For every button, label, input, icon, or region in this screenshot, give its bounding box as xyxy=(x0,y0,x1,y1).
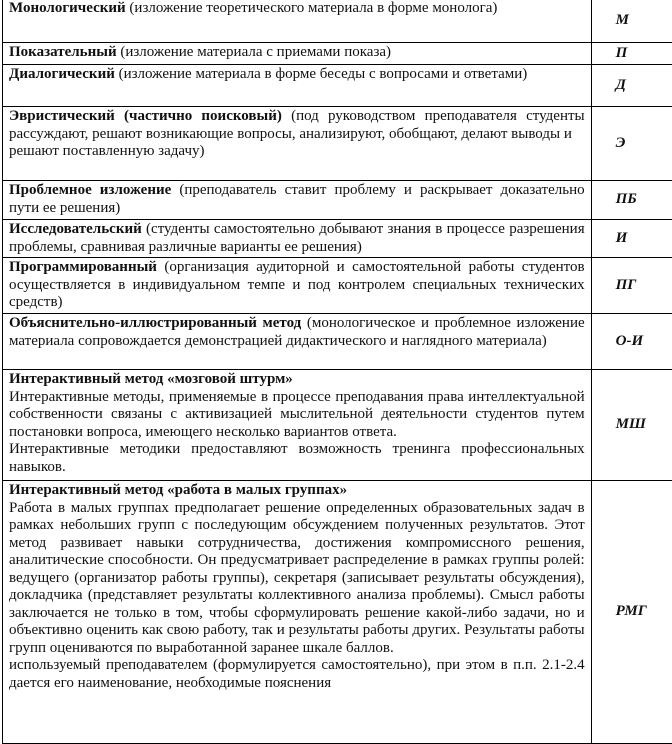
method-code: П xyxy=(591,43,672,65)
method-text-continuation: решают поставленную задачу) xyxy=(9,143,585,161)
method-code: О-И xyxy=(591,314,672,370)
table-row xyxy=(3,65,672,107)
method-code: Д xyxy=(591,65,672,107)
method-paragraph: используемый преподавателем (формулируется самостоятельно), при этом в п.п. 2.1-2.4 дается его наименование, необходимые пояснения xyxy=(9,657,585,692)
method-name: Интерактивный метод «мозговой штурм» xyxy=(9,371,585,389)
table-row xyxy=(3,481,672,744)
method-code: М xyxy=(591,0,672,43)
method-description-cell xyxy=(3,258,592,314)
method-code: МШ xyxy=(591,370,672,481)
method-text: (монологическое и проблемное изложение материала сопровождается демонстрацией дидактического и наглядного материала) xyxy=(9,315,585,349)
table-row xyxy=(3,0,672,43)
method-name: Диалогический xyxy=(9,66,115,82)
method-code: ПГ xyxy=(591,258,672,314)
teaching-methods-table xyxy=(2,0,672,744)
table-row xyxy=(3,370,672,481)
method-description-cell xyxy=(3,314,592,370)
method-description-cell xyxy=(3,220,592,258)
method-name: Монологический xyxy=(9,0,126,16)
method-name: Показательный xyxy=(9,44,117,60)
method-name: Проблемное изложение xyxy=(9,182,171,198)
method-code: ПБ xyxy=(591,181,672,220)
method-paragraph: Интерактивные методики предоставляют возможность тренинга профессиональных навыков. xyxy=(9,441,585,476)
method-description-cell xyxy=(3,0,592,43)
method-text: (изложение материала в форме беседы с вопросами и ответами) xyxy=(115,66,527,82)
method-description-cell xyxy=(3,370,592,481)
method-code: И xyxy=(591,220,672,258)
method-text: (организация аудиторной и самостоятельной работы студентов осуществляется в индивидуальном темпе и под контролем специальных технических средств) xyxy=(9,259,585,310)
method-text: (студенты самостоятельно добывают знания в процессе разрешения проблемы, сравнивая различные варианты ее решения) xyxy=(9,221,585,255)
table-row xyxy=(3,181,672,220)
method-name: Эвристический (частично поисковый) xyxy=(9,108,282,124)
method-description-cell xyxy=(3,65,592,107)
table-row xyxy=(3,107,672,181)
method-text: (изложение теоретического материала в форме монолога) xyxy=(126,0,498,16)
method-text: (преподаватель ставит проблему и раскрывает доказательно пути ее решения) xyxy=(9,182,585,216)
method-code: Э xyxy=(591,107,672,181)
method-paragraph: Работа в малых группах предполагает решение определенных образовательных задач в рамках небольших групп с последующим обсуждением полученных результатов. Этот метод развивает навыки сотрудничества, достижения компромиссного решения, аналитические способности. Он предусматривает распределение в рамках группы ролей: ведущего (организатор работы группы), секретаря (записывает результаты обсуждения), докладчика (представляет результаты коллективного анализа проблемы). Смысл работы заключается не только в том, чтобы сформулировать решение какой-либо задачи, но и объективно оценить как свою работу, так и результаты работы других. Результаты работы групп оцениваются по выработанной заранее шкале баллов. xyxy=(9,500,585,658)
method-description-cell xyxy=(3,107,592,181)
method-paragraph: Интерактивные методы, применяемые в процессе преподавания права интеллектуальной собственности связаны с активизацией мыслительной деятельности студентов путем постановки вопроса, имеющего несколько вариантов ответа. xyxy=(9,389,585,442)
method-text: (изложение материала с приемами показа) xyxy=(117,44,391,60)
method-description-cell xyxy=(3,43,592,65)
method-description-cell xyxy=(3,481,592,744)
method-code: РМГ xyxy=(591,481,672,744)
table-row xyxy=(3,43,672,65)
method-description-cell xyxy=(3,181,592,220)
method-name: Программированный xyxy=(9,259,157,275)
method-name: Интерактивный метод «работа в малых группах» xyxy=(9,482,585,500)
table-row xyxy=(3,220,672,258)
table-row xyxy=(3,258,672,314)
method-name: Исследовательский xyxy=(9,221,142,237)
method-name: Объяснительно-иллюстрированный метод xyxy=(9,315,301,331)
method-text: (под руководством преподавателя студенты рассуждают, решают возникающие вопросы, анализируют, обобщают, делают выводы и xyxy=(9,108,585,142)
table-row xyxy=(3,314,672,370)
